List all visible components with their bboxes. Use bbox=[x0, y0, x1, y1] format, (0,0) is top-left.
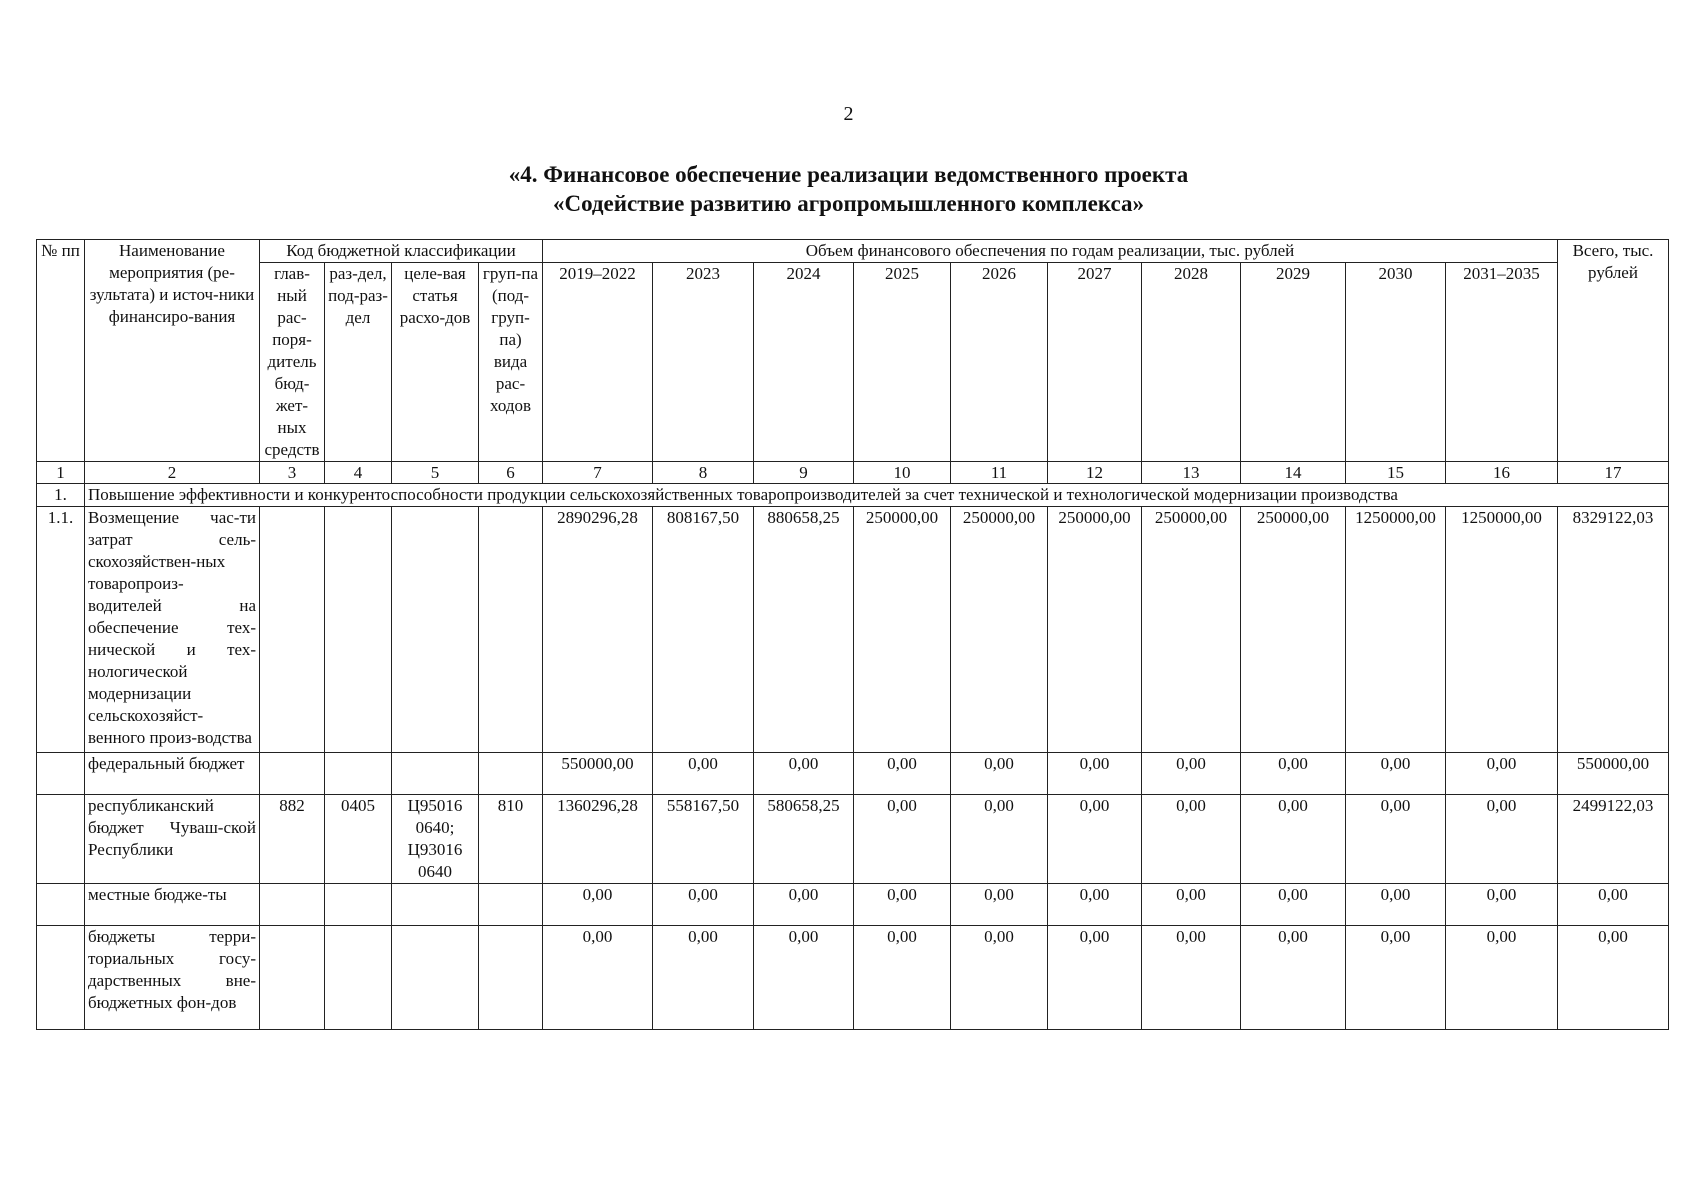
header-year: 2026 bbox=[951, 263, 1048, 462]
row-num bbox=[37, 753, 85, 795]
row-value: 0,00 bbox=[1142, 926, 1241, 1030]
row-kbk bbox=[392, 507, 479, 753]
column-number: 10 bbox=[854, 462, 951, 484]
header-kbk-col: раз-дел, под-раз-дел bbox=[325, 263, 392, 462]
row-value: 0,00 bbox=[1446, 753, 1558, 795]
row-name: бюджеты терри-ториальных госу-дарственных вне-бюджетных фон-дов bbox=[85, 926, 260, 1030]
header-row-2 bbox=[37, 263, 1669, 462]
column-number: 9 bbox=[754, 462, 854, 484]
row-value: 0,00 bbox=[653, 884, 754, 926]
column-number: 5 bbox=[392, 462, 479, 484]
row-kbk bbox=[479, 753, 543, 795]
header-num: № пп bbox=[37, 240, 85, 462]
header-kbk-col: целе-вая статья расхо-дов bbox=[392, 263, 479, 462]
row-total: 0,00 bbox=[1558, 926, 1669, 1030]
row-total: 2499122,03 bbox=[1558, 795, 1669, 884]
row-value: 0,00 bbox=[1241, 926, 1346, 1030]
header-year: 2030 bbox=[1346, 263, 1446, 462]
table-row bbox=[37, 884, 1669, 926]
row-value: 0,00 bbox=[653, 926, 754, 1030]
row-kbk bbox=[479, 926, 543, 1030]
row-name: местные бюдже-ты bbox=[85, 884, 260, 926]
row-kbk bbox=[392, 926, 479, 1030]
row-value: 0,00 bbox=[1346, 753, 1446, 795]
row-value: 550000,00 bbox=[543, 753, 653, 795]
row-value: 0,00 bbox=[754, 926, 854, 1030]
column-number: 11 bbox=[951, 462, 1048, 484]
row-kbk bbox=[479, 884, 543, 926]
row-kbk bbox=[325, 884, 392, 926]
row-value: 880658,25 bbox=[754, 507, 854, 753]
column-number: 17 bbox=[1558, 462, 1669, 484]
header-year: 2023 bbox=[653, 263, 754, 462]
column-number: 8 bbox=[653, 462, 754, 484]
row-num: 1.1. bbox=[37, 507, 85, 753]
row-kbk bbox=[260, 926, 325, 1030]
row-kbk bbox=[479, 507, 543, 753]
row-value: 0,00 bbox=[543, 884, 653, 926]
row-num bbox=[37, 884, 85, 926]
row-kbk: Ц95016 0640; Ц93016 0640 bbox=[392, 795, 479, 884]
row-value: 0,00 bbox=[1142, 753, 1241, 795]
document-title bbox=[0, 160, 1697, 218]
header-year: 2028 bbox=[1142, 263, 1241, 462]
row-kbk bbox=[325, 926, 392, 1030]
row-value: 0,00 bbox=[1048, 795, 1142, 884]
row-value: 0,00 bbox=[1446, 926, 1558, 1030]
row-value: 0,00 bbox=[754, 884, 854, 926]
header-kbk-col: глав-ный рас-поря-дитель бюд-жет-ных средств bbox=[260, 263, 325, 462]
section-row bbox=[37, 484, 1669, 507]
row-value: 0,00 bbox=[1048, 884, 1142, 926]
row-value: 250000,00 bbox=[854, 507, 951, 753]
row-kbk: 882 bbox=[260, 795, 325, 884]
row-name: Возмещение час-ти затрат сель-скохозяйствен-ных товаропроиз-водителей на обеспечение тех-нической и тех-нологической модернизации сельскохозяйст-венного произ-водства bbox=[85, 507, 260, 753]
column-number: 4 bbox=[325, 462, 392, 484]
row-value: 0,00 bbox=[951, 753, 1048, 795]
row-kbk bbox=[325, 507, 392, 753]
row-name: республиканский бюджет Чуваш-ской Республики bbox=[85, 795, 260, 884]
row-value: 0,00 bbox=[754, 753, 854, 795]
row-kbk bbox=[260, 753, 325, 795]
row-kbk bbox=[392, 753, 479, 795]
header-total: Всего, тыс. рублей bbox=[1558, 240, 1669, 462]
column-number: 14 bbox=[1241, 462, 1346, 484]
header-year: 2024 bbox=[754, 263, 854, 462]
row-value: 0,00 bbox=[1142, 795, 1241, 884]
row-total: 0,00 bbox=[1558, 884, 1669, 926]
section-text: Повышение эффективности и конкурентоспособности продукции сельскохозяйственных товаропроизводителей за счет технической и технологической модернизации производства bbox=[85, 484, 1669, 507]
column-number: 7 bbox=[543, 462, 653, 484]
row-total: 550000,00 bbox=[1558, 753, 1669, 795]
row-value: 808167,50 bbox=[653, 507, 754, 753]
row-value: 1360296,28 bbox=[543, 795, 653, 884]
column-number: 1 bbox=[37, 462, 85, 484]
table-row bbox=[37, 507, 1669, 753]
header-name: Наименование мероприятия (ре-зультата) и источ-ники финансиро-вания bbox=[85, 240, 260, 462]
row-value: 0,00 bbox=[653, 753, 754, 795]
section-num: 1. bbox=[37, 484, 85, 507]
column-number: 3 bbox=[260, 462, 325, 484]
row-kbk bbox=[325, 753, 392, 795]
row-value: 0,00 bbox=[1048, 753, 1142, 795]
row-value: 0,00 bbox=[1142, 884, 1241, 926]
header-year: 2029 bbox=[1241, 263, 1346, 462]
row-value: 0,00 bbox=[1346, 795, 1446, 884]
row-value: 250000,00 bbox=[1142, 507, 1241, 753]
column-number: 13 bbox=[1142, 462, 1241, 484]
header-year: 2025 bbox=[854, 263, 951, 462]
row-value: 1250000,00 bbox=[1346, 507, 1446, 753]
title-line-2: «Содействие развитию агропромышленного комплекса» bbox=[552, 191, 1145, 216]
row-value: 250000,00 bbox=[1241, 507, 1346, 753]
title-line-1: «4. Финансовое обеспечение реализации ведомственного проекта bbox=[508, 162, 1189, 187]
row-value: 0,00 bbox=[1241, 753, 1346, 795]
row-value: 0,00 bbox=[1446, 884, 1558, 926]
row-num bbox=[37, 795, 85, 884]
column-number: 12 bbox=[1048, 462, 1142, 484]
row-total: 8329122,03 bbox=[1558, 507, 1669, 753]
row-value: 0,00 bbox=[951, 795, 1048, 884]
row-value: 0,00 bbox=[951, 926, 1048, 1030]
column-numbers-row bbox=[37, 462, 1669, 484]
header-year: 2027 bbox=[1048, 263, 1142, 462]
header-year: 2019–2022 bbox=[543, 263, 653, 462]
row-name: федеральный бюджет bbox=[85, 753, 260, 795]
column-number: 6 bbox=[479, 462, 543, 484]
row-value: 0,00 bbox=[854, 795, 951, 884]
row-value: 0,00 bbox=[854, 926, 951, 1030]
header-kbk-col: груп-па (под-груп-па) вида рас-ходов bbox=[479, 263, 543, 462]
table-row bbox=[37, 795, 1669, 884]
header-kbk: Код бюджетной классификации bbox=[260, 240, 543, 263]
row-kbk bbox=[392, 884, 479, 926]
row-kbk: 810 bbox=[479, 795, 543, 884]
row-value: 250000,00 bbox=[1048, 507, 1142, 753]
row-value: 0,00 bbox=[1346, 926, 1446, 1030]
row-value: 0,00 bbox=[1241, 795, 1346, 884]
row-value: 2890296,28 bbox=[543, 507, 653, 753]
row-value: 0,00 bbox=[1048, 926, 1142, 1030]
row-num bbox=[37, 926, 85, 1030]
header-row-1 bbox=[37, 240, 1669, 263]
row-value: 0,00 bbox=[854, 884, 951, 926]
header-volume: Объем финансового обеспечения по годам реализации, тыс. рублей bbox=[543, 240, 1558, 263]
financing-table bbox=[36, 239, 1669, 1030]
column-number: 16 bbox=[1446, 462, 1558, 484]
row-value: 558167,50 bbox=[653, 795, 754, 884]
table-row bbox=[37, 926, 1669, 1030]
row-kbk bbox=[260, 507, 325, 753]
row-kbk bbox=[260, 884, 325, 926]
row-value: 0,00 bbox=[854, 753, 951, 795]
row-value: 0,00 bbox=[543, 926, 653, 1030]
row-value: 0,00 bbox=[1446, 795, 1558, 884]
row-value: 0,00 bbox=[1241, 884, 1346, 926]
row-value: 0,00 bbox=[1346, 884, 1446, 926]
page-number: 2 bbox=[843, 103, 854, 125]
header-year: 2031–2035 bbox=[1446, 263, 1558, 462]
row-kbk: 0405 bbox=[325, 795, 392, 884]
column-number: 2 bbox=[85, 462, 260, 484]
table-row bbox=[37, 753, 1669, 795]
row-value: 580658,25 bbox=[754, 795, 854, 884]
column-number: 15 bbox=[1346, 462, 1446, 484]
row-value: 250000,00 bbox=[951, 507, 1048, 753]
row-value: 0,00 bbox=[951, 884, 1048, 926]
row-value: 1250000,00 bbox=[1446, 507, 1558, 753]
